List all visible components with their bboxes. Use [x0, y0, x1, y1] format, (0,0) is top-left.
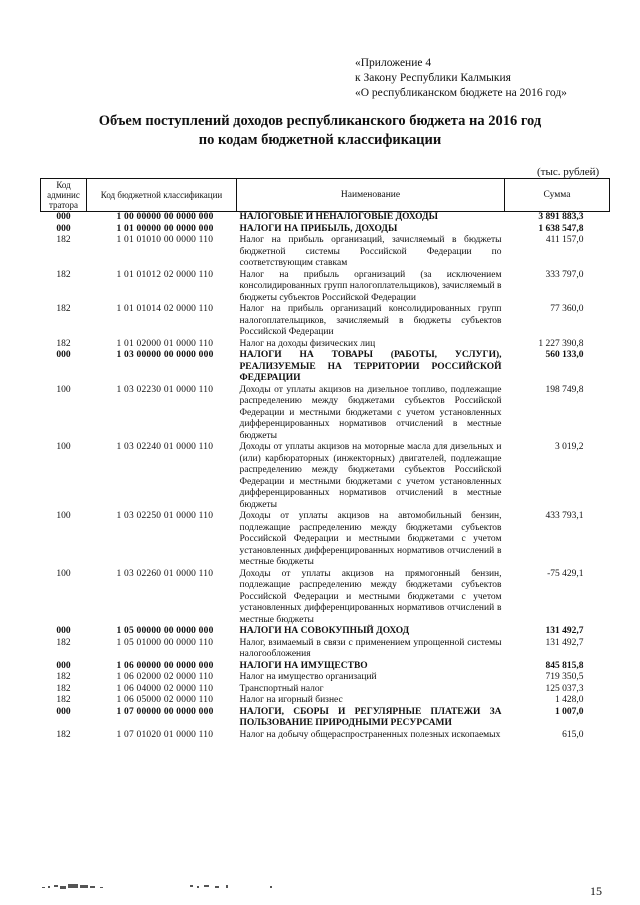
- cell-sum: 3 019,2: [555, 442, 584, 452]
- cell-admin: 000: [56, 212, 71, 222]
- cell-sum: 411 157,0: [545, 235, 584, 245]
- cell-sum: 719 350,5: [545, 672, 584, 682]
- cell-name: Налог на прибыль организаций консолидированных групп налогоплательщиков, зачисляемый в бюджеты субъектов Российской Федерации: [239, 304, 502, 337]
- cell-code: 1 01 01014 02 0000 110: [116, 304, 214, 314]
- cell-sum: -75 429,1: [547, 568, 584, 579]
- cell-sum: 333 797,0: [545, 269, 584, 280]
- cell-admin: 182: [56, 235, 71, 245]
- cell-admin: 000: [56, 660, 71, 671]
- cell-code: 1 03 02250 01 0000 110: [116, 511, 214, 521]
- cell-code: 1 03 00000 00 0000 000: [116, 350, 214, 360]
- cell-code: 1 05 01000 00 0000 110: [116, 637, 214, 648]
- cell-name: Налог, взимаемый в связи с применением упрощенной системы налогообложения: [239, 637, 502, 659]
- cell-admin: 100: [56, 511, 71, 521]
- cell-sum: 1 227 390,8: [538, 338, 584, 349]
- cell-sum: 1 007,0: [555, 706, 584, 717]
- cell-sum: 198 749,8: [545, 384, 584, 395]
- cell-name: Налог на имущество организаций: [239, 672, 377, 682]
- cell-sum: 560 133,0: [545, 350, 584, 360]
- table-row: [41, 638, 610, 661]
- cell-code: 1 06 04000 02 0000 110: [116, 683, 214, 694]
- table-row: [41, 511, 610, 569]
- table-row: [41, 672, 610, 684]
- cell-admin: 182: [56, 269, 71, 280]
- cell-code: 1 03 02260 01 0000 110: [116, 568, 214, 579]
- revenue-table: [40, 178, 610, 741]
- cell-sum: 125 037,3: [545, 683, 584, 694]
- cell-admin: 100: [56, 568, 71, 579]
- cell-code: 1 06 00000 00 0000 000: [116, 660, 214, 671]
- table-row: [41, 224, 610, 236]
- table-row: [41, 350, 610, 385]
- scan-artifact: [40, 880, 290, 894]
- table-row: [41, 212, 610, 224]
- cell-code: 1 00 00000 00 0000 000: [116, 212, 214, 222]
- table-row: [41, 684, 610, 696]
- cell-sum: 131 492,7: [545, 637, 584, 648]
- cell-code: 1 03 02230 01 0000 110: [116, 384, 214, 395]
- cell-admin: 182: [56, 729, 71, 740]
- header-admin: Код админис тратора: [41, 179, 87, 212]
- cell-sum: 131 492,7: [545, 626, 584, 636]
- table-row: [41, 569, 610, 627]
- appendix-line-3: «О республиканском бюджете на 2016 год»: [355, 87, 567, 99]
- cell-code: 1 03 02240 01 0000 110: [116, 442, 214, 452]
- cell-name: Налог на прибыль организаций (за исключением консолидированных групп налогоплательщиков), зачисляемый в бюджеты субъектов Российской Федерации: [239, 269, 502, 303]
- cell-code: 1 01 01012 02 0000 110: [116, 269, 214, 280]
- cell-name: НАЛОГИ НА ПРИБЫЛЬ, ДОХОДЫ: [239, 223, 398, 234]
- page-number: 15: [590, 884, 602, 898]
- cell-sum: 1 428,0: [555, 695, 584, 705]
- cell-sum: 845 815,8: [545, 660, 584, 671]
- table-header: [41, 179, 610, 212]
- cell-name: Доходы от уплаты акцизов на моторные масла для дизельных и (или) карбюраторных (инжекторных) двигателей, подлежащие распределению между бюджетами субъектов Российской Федерации и местными бюджетами с учетом установленных дифференцированных нормативов отчислений в местные бюджеты: [239, 442, 502, 510]
- header-sum: Сумма: [505, 179, 610, 212]
- cell-name: Налог на добычу общераспространенных полезных ископаемых: [239, 729, 501, 740]
- header-name: Наименование: [237, 179, 505, 212]
- units-label: (тыс. рублей): [537, 166, 600, 178]
- table-row: [41, 270, 610, 305]
- appendix-line-2: к Закону Республики Калмыкия: [355, 72, 511, 84]
- cell-code: 1 01 02000 01 0000 110: [116, 338, 214, 349]
- cell-admin: 000: [56, 223, 71, 234]
- cell-name: НАЛОГИ НА ИМУЩЕСТВО: [239, 660, 368, 671]
- cell-name: Доходы от уплаты акцизов на прямогонный бензин, подлежащие распределению между бюджетами субъектов Российской Федерации и местными бюджетами с учетом установленных дифференцированных нормативов отчислений в местные бюджеты: [239, 568, 502, 625]
- table-row: [41, 339, 610, 351]
- cell-name: Налог на игорный бизнес: [239, 695, 343, 705]
- cell-name: НАЛОГОВЫЕ И НЕНАЛОГОВЫЕ ДОХОДЫ: [239, 212, 438, 222]
- cell-admin: 000: [56, 706, 71, 717]
- cell-sum: 615,0: [562, 729, 584, 740]
- cell-admin: 100: [56, 384, 71, 395]
- page-title: [0, 112, 640, 150]
- appendix-note: [355, 56, 567, 101]
- cell-code: 1 05 00000 00 0000 000: [116, 626, 214, 636]
- cell-sum: 3 891 883,3: [538, 212, 584, 222]
- cell-name: НАЛОГИ НА ТОВАРЫ (РАБОТЫ, УСЛУГИ), РЕАЛИЗУЕМЫЕ НА ТЕРРИТОРИИ РОССИЙСКОЙ ФЕДЕРАЦИИ: [239, 350, 502, 383]
- cell-code: 1 06 05000 02 0000 110: [116, 695, 214, 705]
- cell-admin: 182: [56, 304, 71, 314]
- cell-name: НАЛОГИ НА СОВОКУПНЫЙ ДОХОД: [239, 626, 410, 636]
- cell-code: 1 07 00000 00 0000 000: [116, 706, 214, 717]
- cell-admin: 000: [56, 350, 71, 360]
- cell-code: 1 01 01010 00 0000 110: [116, 235, 214, 245]
- header-code: Код бюджетной классификации: [87, 179, 237, 212]
- cell-admin: 182: [56, 672, 71, 682]
- table-row: [41, 730, 610, 742]
- cell-name: НАЛОГИ, СБОРЫ И РЕГУЛЯРНЫЕ ПЛАТЕЖИ ЗА ПОЛЬЗОВАНИЕ ПРИРОДНЫМИ РЕСУРСАМИ: [239, 706, 502, 728]
- table-row: [41, 442, 610, 511]
- cell-sum: 1 638 547,8: [538, 223, 584, 234]
- table-row: [41, 385, 610, 443]
- cell-name: Налог на доходы физических лиц: [239, 338, 376, 349]
- title-line-2: по кодам бюджетной классификации: [198, 132, 442, 148]
- appendix-line-1: «Приложение 4: [355, 57, 432, 69]
- cell-admin: 182: [56, 683, 71, 694]
- cell-admin: 000: [56, 626, 71, 636]
- table-row: [41, 661, 610, 673]
- table-body: [41, 212, 610, 742]
- cell-admin: 182: [56, 637, 71, 648]
- cell-name: Транспортный налог: [239, 683, 324, 694]
- cell-admin: 182: [56, 338, 71, 349]
- cell-sum: 77 360,0: [550, 304, 584, 314]
- title-line-1: Объем поступлений доходов республиканского бюджета на 2016 год: [98, 113, 542, 129]
- cell-admin: 100: [56, 442, 71, 452]
- cell-code: 1 01 00000 00 0000 000: [116, 223, 214, 234]
- cell-code: 1 06 02000 02 0000 110: [116, 672, 214, 682]
- cell-admin: 182: [56, 695, 71, 705]
- cell-name: Доходы от уплаты акцизов на автомобильный бензин, подлежащие распределению между бюджетами субъектов Российской Федерации и местными бюджетами с учетом установленных дифференцированных нормативов отчислений в местные бюджеты: [239, 511, 502, 567]
- cell-name: Доходы от уплаты акцизов на дизельное топливо, подлежащие распределению между бюджетами субъектов Российской Федерации и местными бюджетами с учетом установленных дифференцированных нормативов отчислений в местные бюджеты: [239, 384, 502, 441]
- table-row: [41, 707, 610, 730]
- cell-sum: 433 793,1: [545, 511, 584, 521]
- cell-code: 1 07 01020 01 0000 110: [116, 729, 214, 740]
- table-row: [41, 235, 610, 270]
- table-row: [41, 304, 610, 339]
- table-row: [41, 695, 610, 707]
- table-row: [41, 626, 610, 638]
- cell-name: Налог на прибыль организаций, зачисляемый в бюджеты бюджетной системы Российской Федерации по соответствующим ставкам: [239, 235, 502, 268]
